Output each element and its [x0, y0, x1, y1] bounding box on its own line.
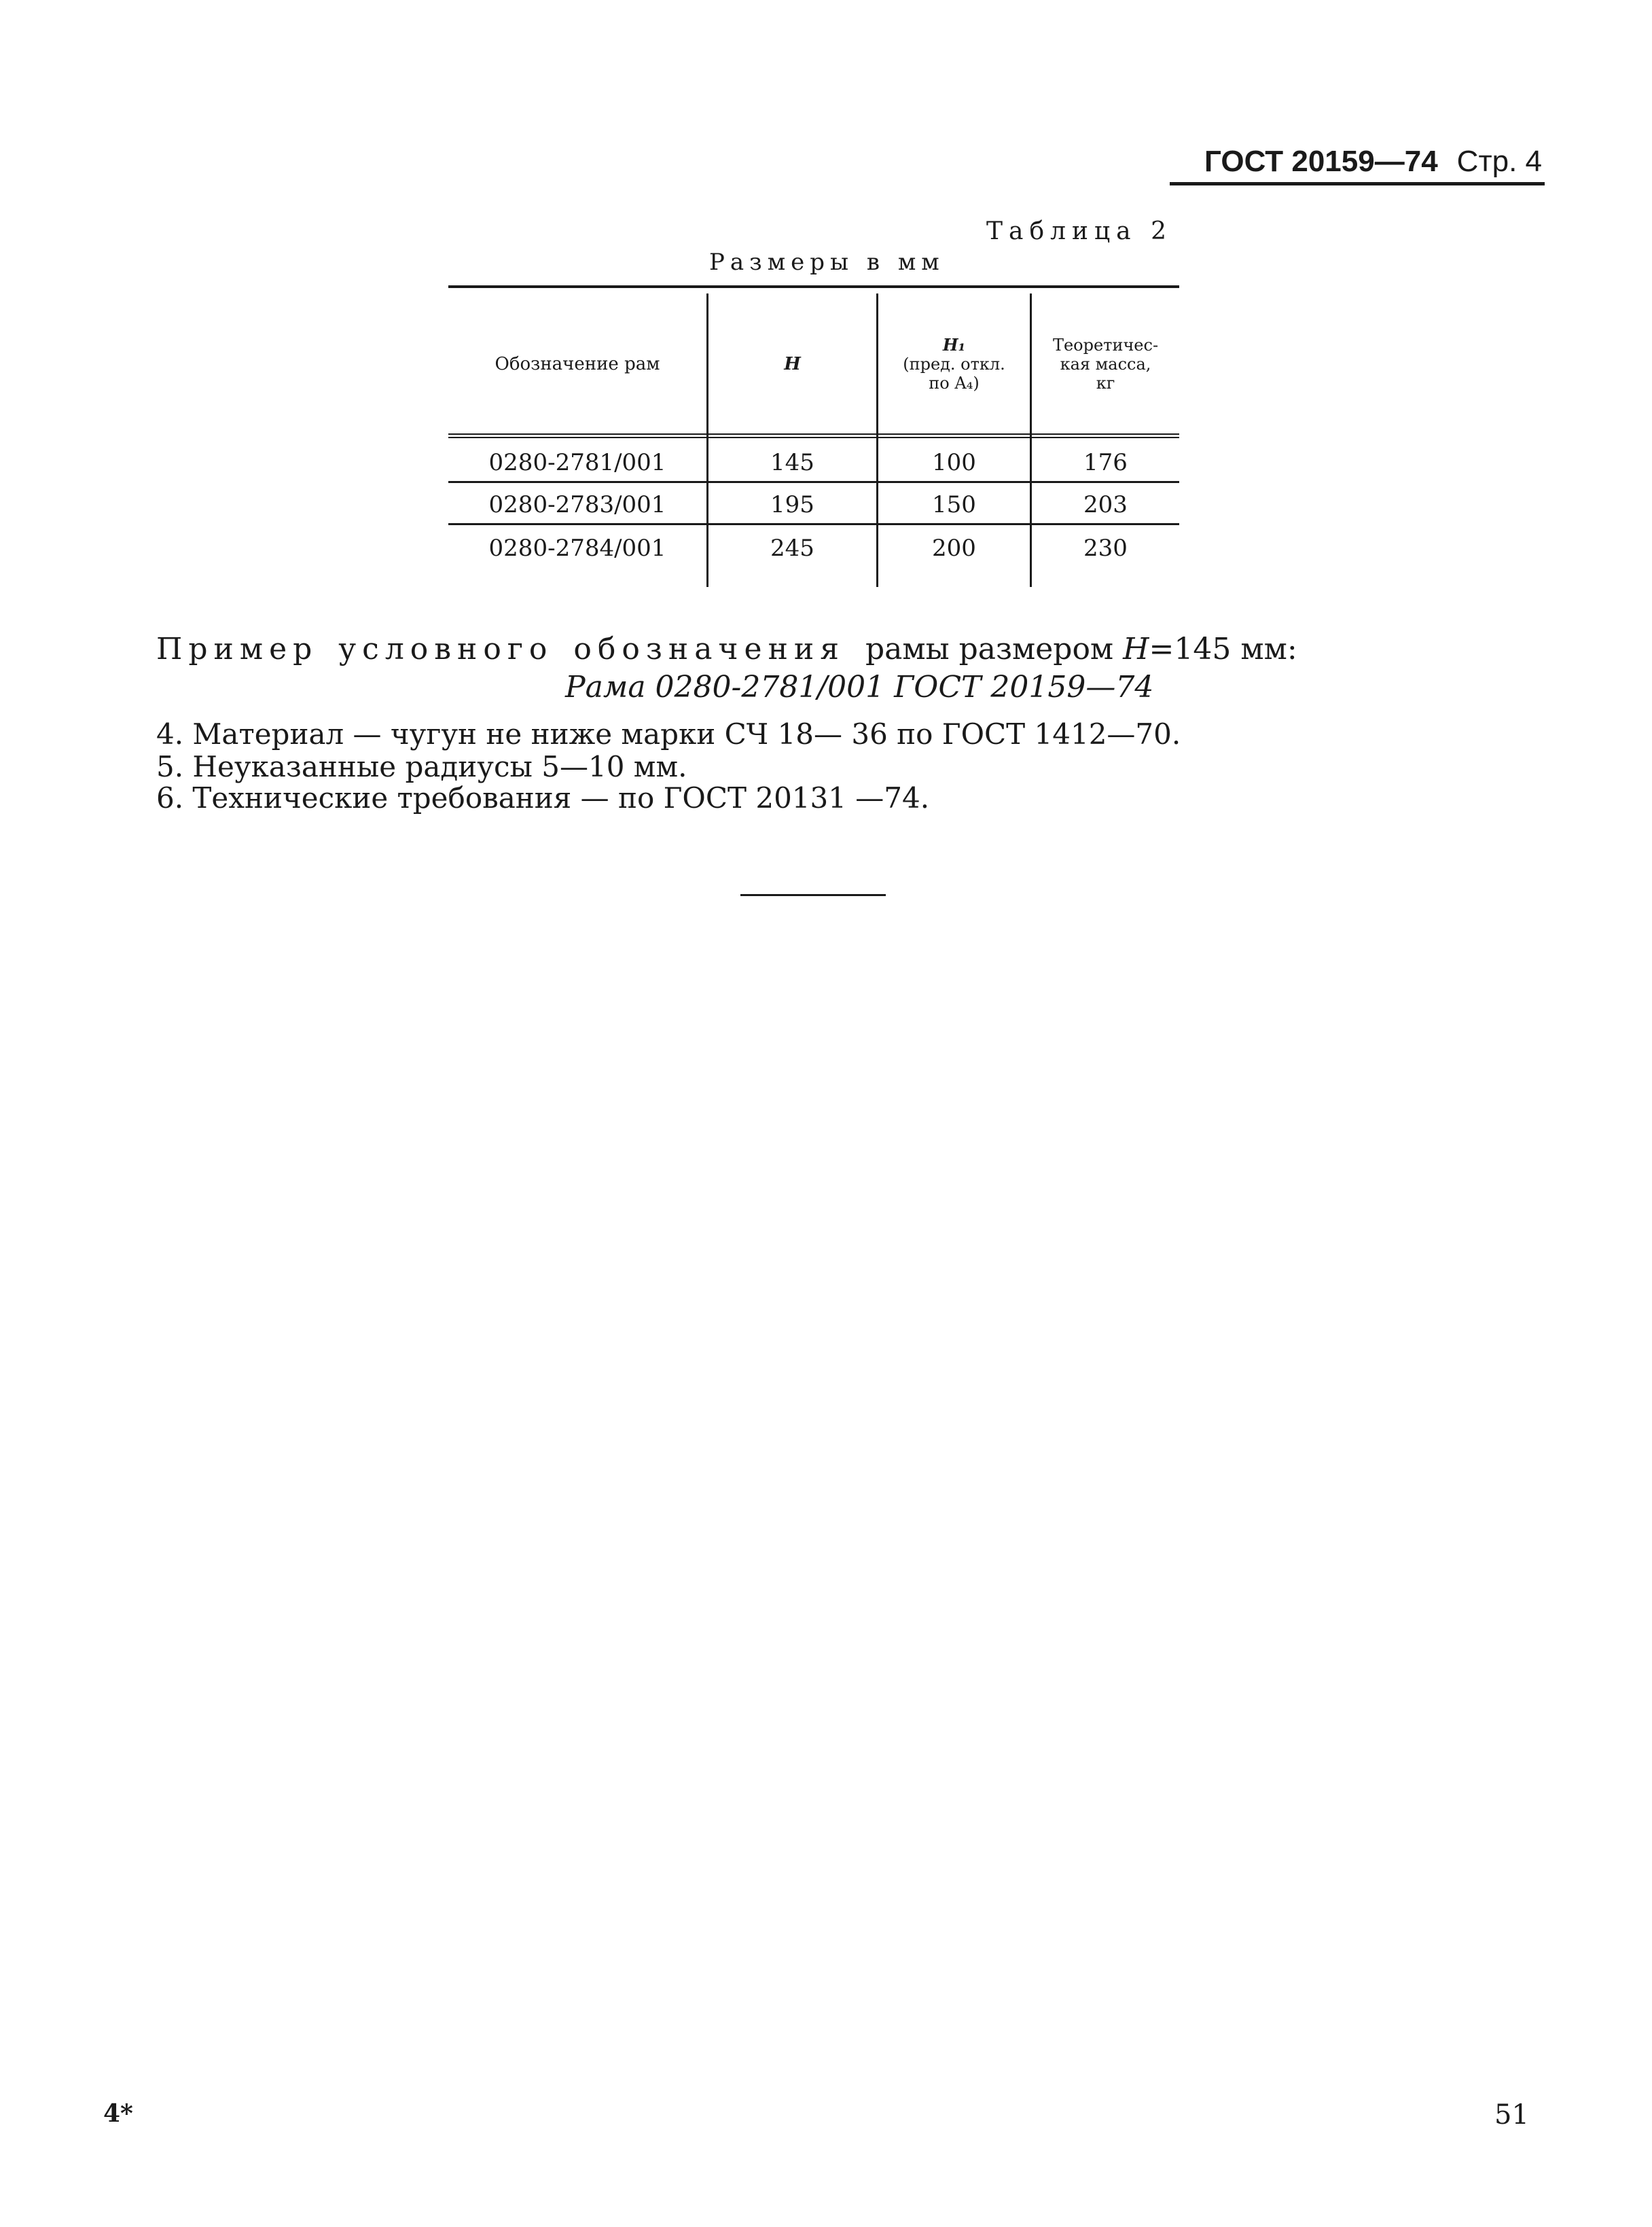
cell-mass: 176: [1083, 449, 1128, 476]
column-header-h1: [878, 299, 1030, 429]
cell-h1: 100: [932, 449, 976, 476]
mass-header-line: Теоретичес-: [1052, 336, 1159, 355]
cell-h1: 150: [932, 491, 976, 518]
example-paragraph: [156, 632, 1297, 666]
list-item: 5. Неуказанные радиусы 5—10 мм.: [156, 750, 687, 783]
table-row: [448, 529, 1179, 568]
standard-number: ГОСТ 20159—74: [1204, 145, 1438, 178]
column-header-designation: Обозначение рам: [495, 354, 660, 374]
running-header: [1204, 143, 1542, 181]
example-word: условного: [338, 632, 554, 666]
table-header-rule: [448, 433, 1179, 438]
cell-mass: 230: [1083, 535, 1128, 562]
cell-designation: 0280-2783/001: [488, 491, 666, 518]
cell-h: 195: [770, 491, 814, 518]
header-rule: [1170, 182, 1545, 185]
column-header-h: H: [784, 354, 801, 374]
column-header-mass: [1032, 299, 1179, 429]
cell-designation: 0280-2781/001: [488, 449, 666, 476]
table-caption: Таблица 2: [986, 217, 1172, 245]
cell-h: 245: [770, 535, 814, 562]
mass-header-line: кг: [1096, 374, 1115, 393]
example-text: рамы размером: [865, 632, 1114, 666]
list-item: 4. Материал — чугун не ниже марки СЧ 18— 36 по ГОСТ 1412—70.: [156, 717, 1181, 751]
page-label: Стр. 4: [1456, 145, 1542, 178]
table-top-rule: [448, 285, 1179, 288]
end-rule: [740, 894, 886, 896]
signature-mark: 4*: [103, 2099, 133, 2128]
table-unit-note: Размеры в мм: [709, 249, 945, 276]
example-designation: Рама 0280-2781/001 ГОСТ 20159—74: [565, 670, 1154, 705]
page-number: 51: [1494, 2099, 1529, 2131]
cell-h: 145: [770, 449, 814, 476]
cell-mass: 203: [1083, 491, 1128, 518]
cell-h1: 200: [932, 535, 976, 562]
table-row: [448, 443, 1179, 482]
example-text: =145 мм:: [1149, 632, 1297, 666]
h1-tolerance-line: по A₄): [929, 374, 980, 393]
example-word: Пример: [156, 632, 319, 666]
h1-tolerance-line: (пред. откл.: [903, 355, 1005, 374]
example-variable: H: [1123, 632, 1149, 666]
table-row: [448, 485, 1179, 524]
mass-header-line: кая масса,: [1060, 355, 1151, 374]
cell-designation: 0280-2784/001: [488, 535, 666, 562]
list-item: 6. Технические требования — по ГОСТ 20131 —74.: [156, 781, 930, 815]
example-word: обозначения: [573, 632, 845, 666]
h1-symbol: H₁: [942, 335, 966, 355]
